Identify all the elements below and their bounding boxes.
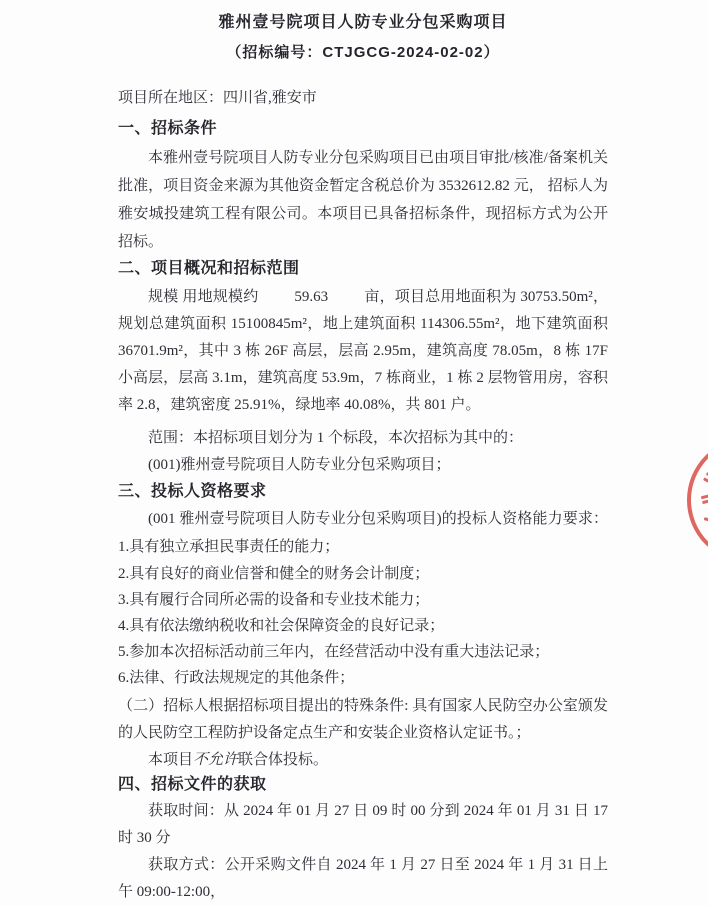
project-location-line: 项目所在地区：四川省,雅安市 (118, 90, 317, 106)
section-1-body: 本雅州壹号院项目人防专业分包采购项目已由项目审批/核准/备案机关批准，项目资金来源为其他资金暂定含税总价为 3532612.82 元， 招标人为雅安城投建筑工程有限公司。本项目已具备招标条件，现招标方式为公开招标。 (118, 150, 608, 250)
qualification-item-3: 3.具有履行合同所必需的设备和专业技术能力； (118, 592, 430, 608)
section-1-heading: 一、招标条件 (118, 120, 218, 137)
joint-bid-prefix: 本项目 (148, 752, 194, 768)
qualification-item-4: 4.具有依法缴纳税收和社会保障资金的良好记录； (118, 618, 445, 634)
joint-bid-suffix: 联合体投标。 (238, 752, 329, 768)
qualification-item-5: 5.参加本次招标活动前三年内，在经营活动中没有重大违法记录； (118, 644, 550, 660)
document-obtain-method-line: 获取方式：公开采购文件自 2024 年 1 月 27 日至 2024 年 1 月 31 日上午 09:00-12:00， (118, 857, 608, 900)
qualification-intro: (001 雅州壹号院项目人防专业分包采购项目)的投标人资格能力要求：1.具有独立承担民事责任的能力； (118, 511, 608, 555)
tender-number: （招标编号：CTJGCG-2024-02-02） (226, 44, 500, 61)
qualification-item-6: 6.法律、行政法规规定的其他条件； (118, 670, 355, 686)
tender-range-line: 范围：本招标项目划分为 1 个标段，本次招标为其中的： (148, 430, 524, 446)
section-2-heading: 二、项目概况和招标范围 (118, 260, 300, 277)
qualification-item-2: 2.具有良好的商业信誉和健全的财务会计制度； (118, 566, 430, 582)
section-4-heading: 四、招标文件的获取 (118, 776, 267, 793)
doc-title: 雅州壹号院项目人防专业分包采购项目 (218, 14, 508, 31)
section-3-heading: 三、投标人资格要求 (118, 483, 267, 500)
scale-details: 亩，项目总用地面积为 30753.50m²，规划总建筑面积 15100845m²，地上建筑面积 114306.55m²，地下建筑面积 36701.9m²，其中 3 栋 26F 高层，层高 2.95m，建筑高度 78.05m，8 栋 17F 小高层，层高 3.1m，建筑高度 53.9m，7 栋商业，1 栋 2 层物管用房，容积率 2.8，建筑密度 25.91%，绿地率 40.08%，共 801 户。 (118, 289, 608, 413)
project-scale-paragraph (118, 284, 608, 419)
document-obtain-time-line: 获取时间：从 2024 年 01 月 27 日 09 时 00 分到 2024 年 01 月 31 日 17 时 30 分 (118, 803, 608, 846)
joint-bid-line (118, 747, 608, 774)
scale-label: 规模 用地规模约 (148, 289, 259, 305)
tender-lot-line: (001)雅州壹号院项目人防专业分包采购项目； (148, 457, 451, 473)
scale-value: 59.63 (294, 289, 329, 305)
joint-bid-not-allowed: 不允许 (193, 752, 239, 768)
special-conditions-paragraph: （二）招标人根据招标项目提出的特殊条件: 具有国家人民防空办公室颁发的人民防空工程防护设备定点生产和安装企业资格认定证书。； (118, 698, 608, 741)
